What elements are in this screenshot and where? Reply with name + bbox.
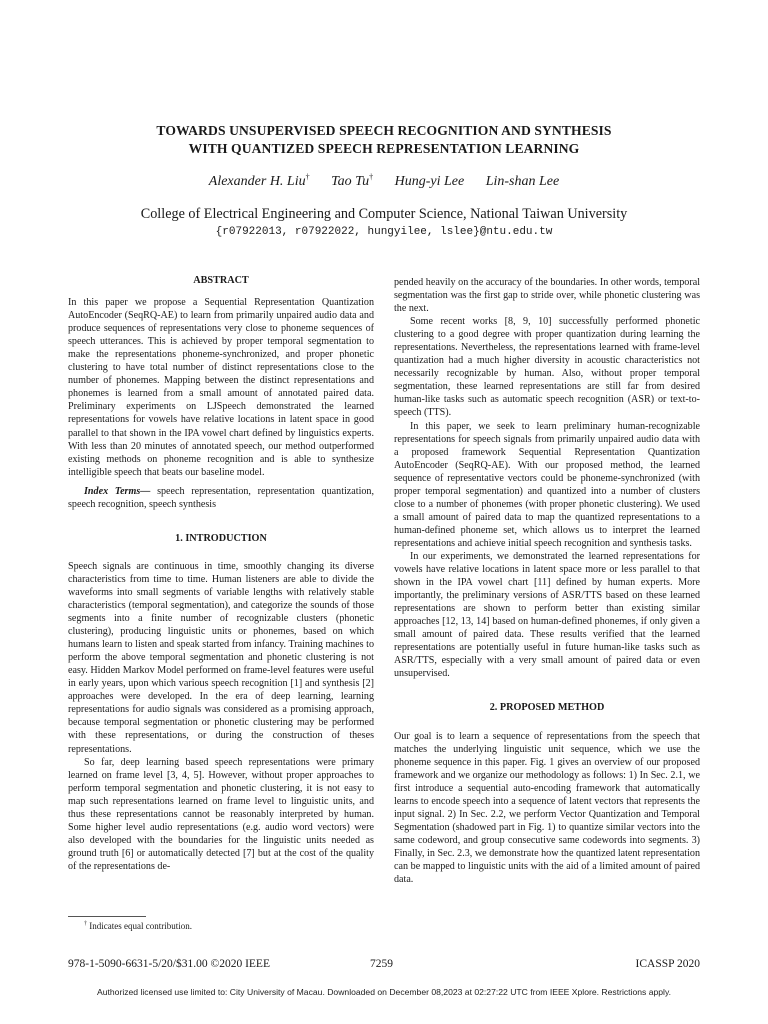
paper-title bbox=[60, 122, 708, 158]
abstract-text: In this paper we propose a Sequential Representation Quantization AutoEncoder (SeqRQ-AE) to learn from primarily unpaired audio data and produce sequences of representations very close to phoneme sequences of speech utterances. This is achieved by proper temporal segmentation to make the representations phoneme-synchronized, and proper phonetic clustering to have total number of distinct representations close to the number of phonemes. Mapping between the distinct representations and phonemes is learned from a small amount of annotated paired data. Preliminary experiments on LJSpeech demonstrated the learned representations for vowels have relative locations in latent space in good parallel to that shown in the IPA vowel chart defined by linguistics experts. With less than 20 minutes of annotated speech, our method outperformed existing methods on phoneme recognition and is able to synthesize intelligible speech that beats our baseline model. bbox=[68, 297, 374, 478]
footnote: † Indicates equal contribution. bbox=[84, 921, 192, 931]
intro-paragraph: So far, deep learning based speech representations were primary learned on frame level [3, 4, 5]. However, without proper approaches to perform temporal segmentation and phonetic clustering, it is not easy to map such representations learned on frame level to linguistic units, and thus these representations cannot be reasonably interpreted by human. Some higher level audio representations (e.g. audio word vectors) were also developed with the boundaries for the linguistic units needed as ground truth [6] or automatically detected [7] but at the cost of the quality of the representations de- bbox=[68, 756, 374, 872]
index-terms-text: speech representation, representation quantization, speech recognition, speech synthesis bbox=[68, 485, 374, 510]
author: Tao Tu† bbox=[331, 172, 374, 189]
intro-paragraph: In our experiments, we demonstrated the learned representations for vowels have relative locations in latent space more or less parallel to that shown in the IPA vowel chart [11] defined by human experts. More importantly, the preliminary versions of ASR/TTS based on these learned representations are shown to perform better than existing similar approaches [12, 13, 14] based on human-defined phonemes, if only given a small amount of paired data. These results verified that the learned representations are potentially useful in future human-like tasks such as ASR/TTS, especially with a very small amount of paired data or even unsupervised. bbox=[394, 550, 700, 680]
title-line-2: WITH QUANTIZED SPEECH REPRESENTATION LEARNING bbox=[188, 141, 580, 156]
author-emails: {r07922013, r07922022, hungyilee, lslee}@ntu.edu.tw bbox=[215, 226, 553, 238]
intro-heading: 1. INTRODUCTION bbox=[175, 532, 267, 544]
intro-paragraph: In this paper, we seek to learn preliminary human-recognizable representations for speech signals from primarily unpaired audio data with a proposed framework Sequential Representation Quantization AutoEncoder (SeqRQ-AE). With our proposed method, the learned sequence of representative vectors could be phoneme-synchronized (with proper temporal segmentation) and quantized into a number of clusters close to a number of phonemes (with proper phonetic clustering). We used a small amount of paired data to map the quantized representations to a human-defined phoneme set, which allows us to interpret the learned representations and achieve initial speech recognition and synthesis tasks. bbox=[394, 420, 700, 549]
author: Lin-shan Lee bbox=[485, 173, 560, 189]
intro-paragraph: Speech signals are continuous in time, smoothly changing its diverse characteristics from time to time. Human listeners are able to divide the waveforms into small segments of variable lengths with relatively stable characteristics (temporal segmentation), and categorize the sounds of those segments into a finite number of recognizable clusters (phonetic clustering), producing linguistic units or phonemes, based on which humans learn to listen and speak started from infancy. Training machines to perform the above temporal segmentation and phonetic clustering is not easy. Hidden Markov Model performed on frame-level features were useful in early years, upon which various speech recognition [1] and synthesis [2] approaches were developed. In the era of deep learning, learning representations for audio signals was considered as a promising approach, because temporal segmentation or phonetic clustering may be performed with these representations, or during the construction of theses representations. bbox=[68, 560, 374, 755]
footnote-divider bbox=[68, 916, 146, 917]
left-column bbox=[68, 270, 374, 873]
author: Alexander H. Liu† bbox=[208, 172, 310, 189]
abstract-heading: ABSTRACT bbox=[193, 275, 249, 286]
right-column bbox=[394, 276, 700, 886]
author: Hung-yi Lee bbox=[394, 173, 465, 189]
index-terms-label: Index Terms— bbox=[84, 485, 151, 497]
license-notice: Authorized licensed use limited to: City University of Macau. Downloaded on December 08,2023 at 02:27:22 UTC from IEEE Xplore. Restrictions apply. bbox=[97, 987, 671, 997]
method-heading: 2. PROPOSED METHOD bbox=[489, 702, 605, 714]
title-line-1: TOWARDS UNSUPERVISED SPEECH RECOGNITION AND SYNTHESIS bbox=[156, 123, 612, 138]
venue-label: ICASSP 2020 bbox=[635, 958, 700, 970]
affiliation: College of Electrical Engineering and Computer Science, National Taiwan University bbox=[140, 206, 628, 222]
intro-paragraph: pended heavily on the accuracy of the boundaries. In other words, temporal segmentation was the first gap to stride over, while phonetic clustering was the next. bbox=[394, 277, 700, 315]
page-number: 7259 bbox=[370, 958, 393, 970]
isbn-line: 978-1-5090-6631-5/20/$31.00 ©2020 IEEE bbox=[68, 958, 270, 970]
author-list bbox=[0, 172, 768, 190]
method-paragraph: Our goal is to learn a sequence of representations from the speech that matches the underlying linguistic unit sequence, which we use the phoneme sequence in this paper. Fig. 1 gives an overview of our proposed framework and we organize our methodology as follows: 1) In Sec. 2.1, we first introduce a sequential auto-encoding framework that automatically learns to encode speech into a sequence of latent vectors that represents the input signal. 2) In Sec. 2.2, we perform Vector Quantization and Temporal Segmentation (shadowed part in Fig. 1) to quantize similar vectors into the same codeword, and group consecutive same codewords into segments. 3) Finally, in Sec. 2.3, we demonstrate how the quantized latent representation can be mapped to linguistic units with the aid of a limited amount of paired data. bbox=[394, 730, 700, 886]
intro-paragraph: Some recent works [8, 9, 10] successfully performed phonetic clustering to a good degree with proper quantization during learning the representations. Nevertheless, the representations learned with frame-level quantization had a much higher diversity in acoustic characteristics not necessarily recognizable by human. Also, without proper temporal segmentation, these learned representations are still far from desired human-like tasks such as automatic speech recognition (ASR) or text-to-speech (TTS). bbox=[394, 316, 700, 419]
index-terms bbox=[68, 485, 374, 511]
